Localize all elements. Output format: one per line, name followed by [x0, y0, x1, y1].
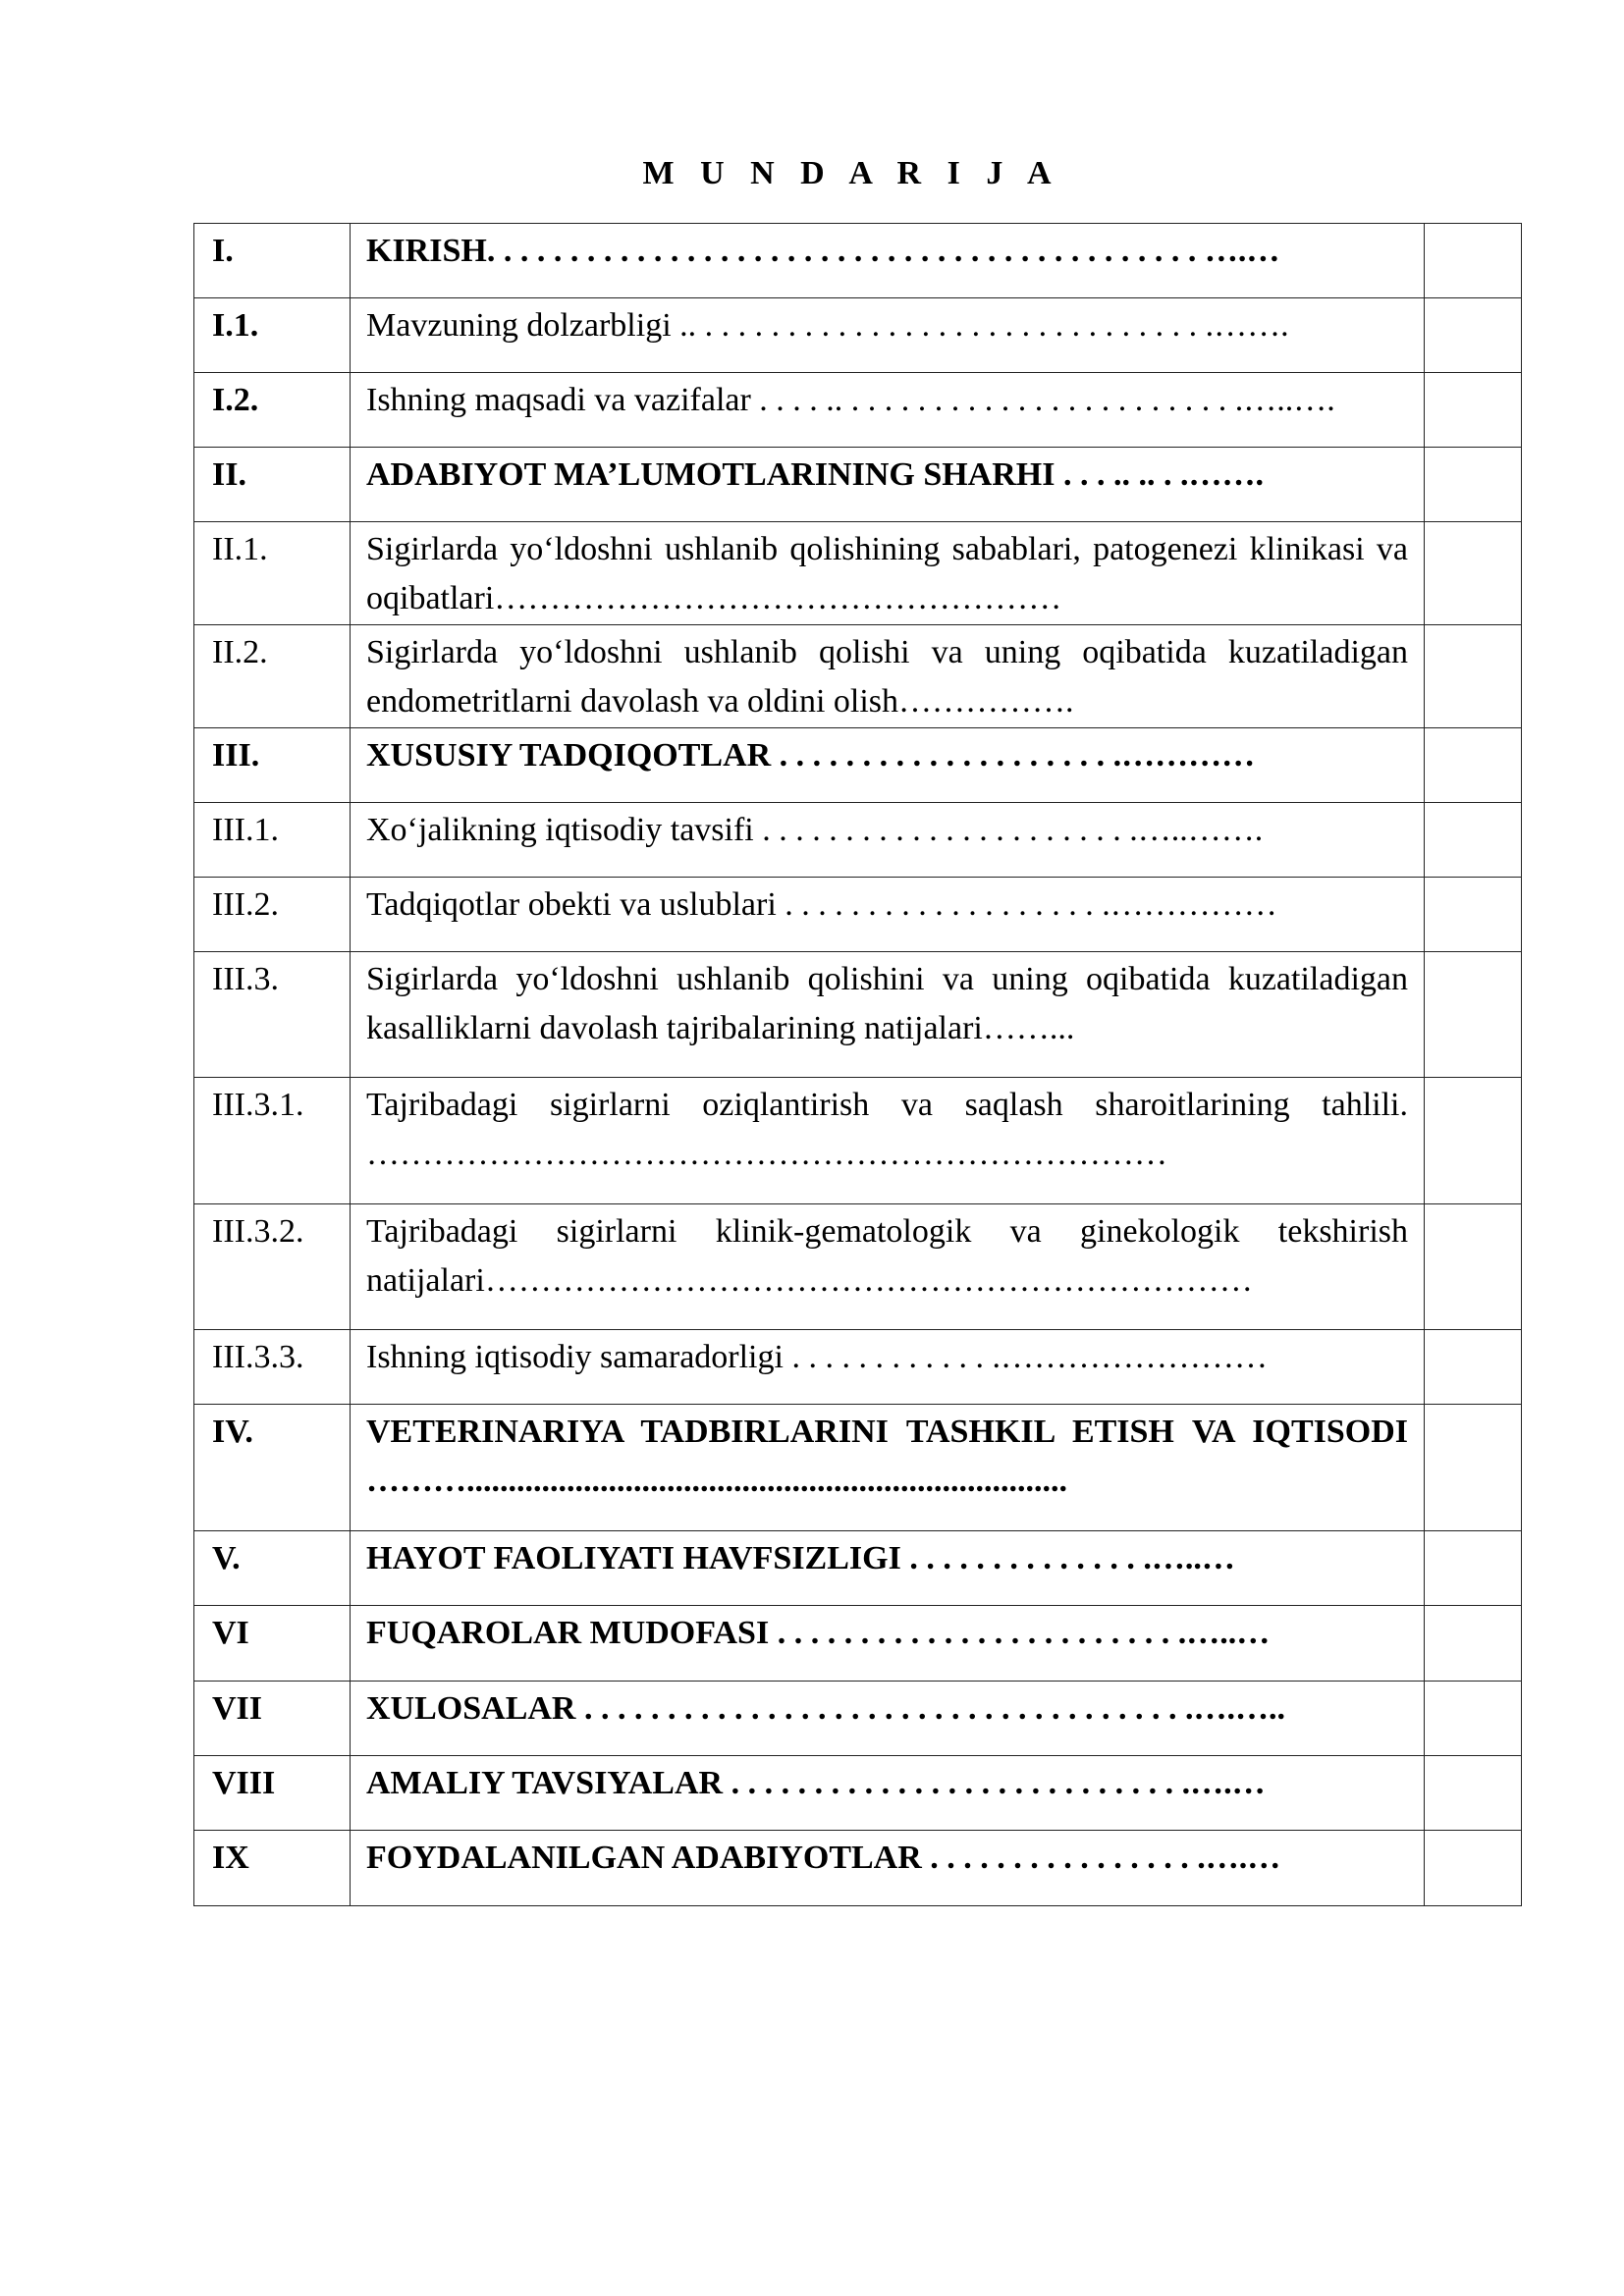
toc-row: [194, 1756, 1522, 1831]
toc-page-number: [1425, 1682, 1522, 1756]
toc-section-number: IV.: [194, 1405, 351, 1531]
toc-row: [194, 448, 1522, 522]
toc-section-number: III.3.1.: [194, 1078, 351, 1204]
toc-page-number: [1425, 298, 1522, 373]
toc-page-number: [1425, 1330, 1522, 1405]
toc-row: [194, 1682, 1522, 1756]
toc-section-title: Sigirlarda yo‘ldoshni ushlanib qolishining sabablari, patogenezi klinikasi va oqibatlari……………………………………………: [351, 522, 1425, 625]
toc-section-title: Tajribadagi sigirlarni klinik-gematologik va ginekologik tekshirish natijalari……………………………………………………………: [351, 1204, 1425, 1330]
toc-row: [194, 728, 1522, 803]
toc-section-number: I.1.: [194, 298, 351, 373]
toc-row: [194, 373, 1522, 448]
toc-row: [194, 878, 1522, 952]
toc-section-title: Xo‘jalikning iqtisodiy tavsifi . . . . . . . . . . . . . . . . . . . . . . .…..…….: [351, 803, 1425, 878]
toc-page-number: [1425, 224, 1522, 298]
toc-section-number: VI: [194, 1606, 351, 1682]
toc-row: [194, 1078, 1522, 1204]
toc-section-number: III.1.: [194, 803, 351, 878]
toc-section-title: Mavzuning dolzarbligi .. . . . . . . . . . . . . . . . . . . . . . . . . . . . . . . .…….: [351, 298, 1425, 373]
toc-page-number: [1425, 728, 1522, 803]
toc-row: [194, 224, 1522, 298]
toc-page-number: [1425, 952, 1522, 1078]
toc-page-number: [1425, 1078, 1522, 1204]
toc-row: [194, 1405, 1522, 1531]
toc-row: [194, 952, 1522, 1078]
toc-section-title: Ishning iqtisodiy samaradorligi . . . . . . . . . . . . .……………………: [351, 1330, 1425, 1405]
toc-page-number: [1425, 1531, 1522, 1606]
toc-section-title: KIRISH. . . . . . . . . . . . . . . . . . . . . . . . . . . . . . . . . . . . . . . . . . . ….…: [351, 224, 1425, 298]
toc-section-number: IX: [194, 1831, 351, 1906]
toc-page-number: [1425, 522, 1522, 625]
toc-section-number: I.: [194, 224, 351, 298]
toc-row: [194, 522, 1522, 625]
toc-section-title: Sigirlarda yo‘ldoshni ushlanib qolishini va uning oqibatida kuzatiladigan kasalliklarni davolash tajribalarining natijalari……...: [351, 952, 1425, 1078]
toc-page-number: [1425, 1204, 1522, 1330]
toc-section-title: FUQAROLAR MUDOFASI . . . . . . . . . . . . . . . . . . . . . . . . .…..…: [351, 1606, 1425, 1682]
toc-section-title: AMALIY TAVSIYALAR . . . . . . . . . . . . . . . . . . . . . . . . . . . .….…: [351, 1756, 1425, 1831]
toc-row: [194, 1330, 1522, 1405]
toc-section-title: Tajribadagi sigirlarni oziqlantirish va saqlash sharoitlarining tahlili. ………………………………………………………………: [351, 1078, 1425, 1204]
toc-row: [194, 803, 1522, 878]
toc-section-number: III.2.: [194, 878, 351, 952]
toc-section-number: V.: [194, 1531, 351, 1606]
toc-page-number: [1425, 878, 1522, 952]
toc-section-number: VII: [194, 1682, 351, 1756]
toc-page-number: [1425, 625, 1522, 728]
toc-section-number: II.: [194, 448, 351, 522]
toc-row: [194, 1606, 1522, 1682]
toc-page-number: [1425, 448, 1522, 522]
toc-section-number: III.: [194, 728, 351, 803]
toc-section-title: FOYDALANILGAN ADABIYOTLAR . . . . . . . . . . . . . . . . .….…: [351, 1831, 1425, 1906]
toc-page-number: [1425, 1756, 1522, 1831]
toc-page-number: [1425, 1405, 1522, 1531]
toc-section-title: HAYOT FAOLIYATI HAVFSIZLIGI . . . . . . . . . . . . . . .…..…: [351, 1531, 1425, 1606]
toc-row: [194, 298, 1522, 373]
toc-section-number: VIII: [194, 1756, 351, 1831]
toc-row: [194, 1531, 1522, 1606]
toc-page-number: [1425, 373, 1522, 448]
toc-page-number: [1425, 1606, 1522, 1682]
toc-section-number: I.2.: [194, 373, 351, 448]
toc-section-title: Ishning maqsadi va vazifalar . . . . .. . . . . . . . . . . . . . . . . . . . . . . . .…..….: [351, 373, 1425, 448]
toc-section-title: Sigirlarda yo‘ldoshni ushlanib qolishi va uning oqibatida kuzatiladigan endometritlarni davolash va oldini olish…………….: [351, 625, 1425, 728]
toc-table: [193, 223, 1522, 1906]
toc-page-number: [1425, 803, 1522, 878]
toc-section-title: VETERINARIYA TADBIRLARINI TASHKIL ETISH VA IQTISODI ………........................................................................: [351, 1405, 1425, 1531]
toc-section-title: XULOSALAR . . . . . . . . . . . . . . . . . . . . . . . . . . . . . . . . . . . . .….…..: [351, 1682, 1425, 1756]
toc-section-number: III.3.: [194, 952, 351, 1078]
page-title: M U N D A R I J A: [642, 155, 1060, 191]
toc-section-number: III.3.3.: [194, 1330, 351, 1405]
toc-section-number: II.1.: [194, 522, 351, 625]
toc-section-number: II.2.: [194, 625, 351, 728]
toc-row: [194, 1204, 1522, 1330]
toc-row: [194, 1831, 1522, 1906]
toc-section-title: XUSUSIY TADQIQOTLAR . . . . . . . . . . . . . . . . . . . . .…………: [351, 728, 1425, 803]
toc-section-number: III.3.2.: [194, 1204, 351, 1330]
toc-page-number: [1425, 1831, 1522, 1906]
toc-row: [194, 625, 1522, 728]
toc-section-title: ADABIYOT MA’LUMOTLARINING SHARHI . . . .. .. . .…….: [351, 448, 1425, 522]
toc-section-title: Tadqiqotlar obekti va uslublari . . . . . . . . . . . . . . . . . . . .……………: [351, 878, 1425, 952]
